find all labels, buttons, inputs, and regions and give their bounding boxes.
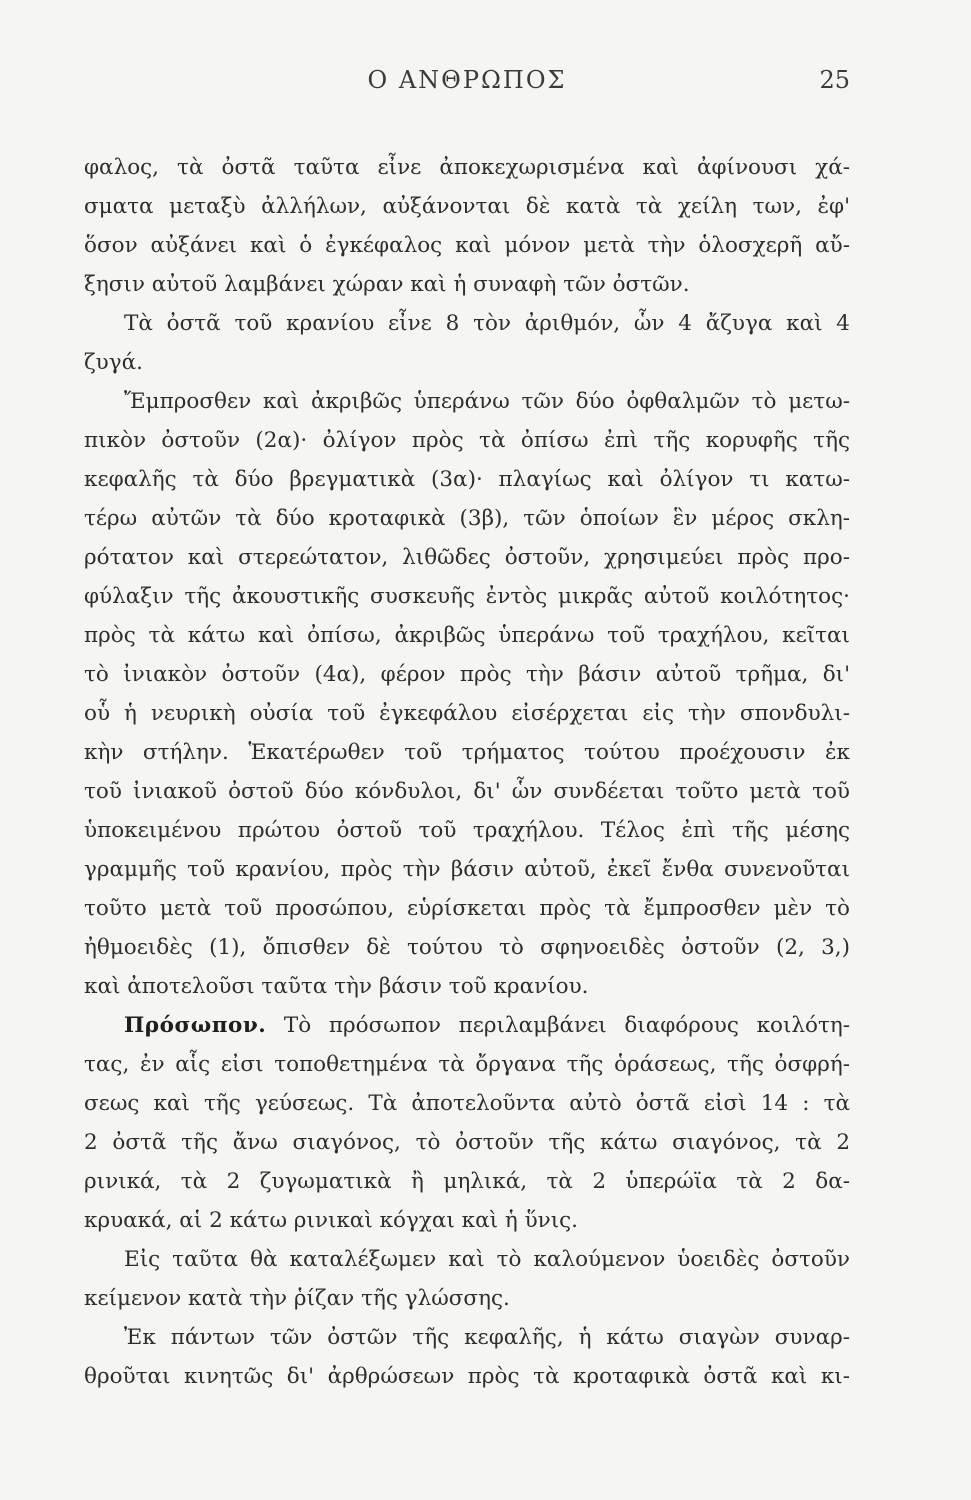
text-line bbox=[84, 1279, 850, 1318]
line-text: γραμμῆς τοῦ κρανίου, πρὸς τὴν βάσιν αὐτοῦ, ἐκεῖ ἔνθα συνενοῦται bbox=[84, 857, 850, 882]
text-line bbox=[84, 1084, 850, 1123]
text-line bbox=[84, 187, 850, 226]
line-text: φαλος, τὰ ὀστᾶ ταῦτα εἶνε ἀποκεχωρισμένα καὶ ἀφίνουσι χά- bbox=[84, 155, 850, 180]
text-line bbox=[84, 265, 850, 304]
running-head bbox=[84, 66, 850, 106]
text-line bbox=[84, 889, 850, 928]
line-text: κὴν στήλην. Ἑκατέρωθεν τοῦ τρήματος τούτου προέχουσιν ἐκ bbox=[84, 740, 850, 765]
line-text: τοῦ ἰνιακοῦ ὀστοῦ δύο κόνδυλοι, δι' ὧν συνδέεται τοῦτο μετὰ τοῦ bbox=[84, 779, 850, 804]
line-text: ρινικά, τὰ 2 ζυγωματικὰ ἢ μηλικά, τὰ 2 ὑπερώϊα τὰ 2 δα- bbox=[84, 1169, 850, 1194]
line-text: ὑποκειμένου πρώτου ὀστοῦ τοῦ τραχήλου. Τέλος ἐπὶ τῆς μέσης bbox=[84, 818, 850, 843]
text-line bbox=[84, 1318, 850, 1357]
text-line bbox=[84, 655, 850, 694]
line-text: ἠθμοειδὲς (1), ὄπισθεν δὲ τούτου τὸ σφηνοειδὲς ὀστοῦν (2, 3,) bbox=[84, 935, 850, 960]
line-text: τας, ἐν αἷς εἰσι τοποθετημένα τὰ ὄργανα τῆς ὁράσεως, τῆς ὀσφρή- bbox=[84, 1052, 850, 1077]
text-line bbox=[84, 148, 850, 187]
text-line bbox=[84, 967, 850, 1006]
line-text: καὶ ἀποτελοῦσι ταῦτα τὴν βάσιν τοῦ κρανίου. bbox=[84, 974, 589, 999]
line-text: πικὸν ὀστοῦν (2α)· ὀλίγον πρὸς τὰ ὀπίσω ἐπὶ τῆς κορυφῆς τῆς bbox=[84, 428, 850, 453]
line-text: τοῦτο μετὰ τοῦ προσώπου, εὑρίσκεται πρὸς τὰ ἔμπροσθεν μὲν τὸ bbox=[84, 896, 850, 921]
line-text: σεως καὶ τῆς γεύσεως. Τὰ ἀποτελοῦντα αὐτὸ ὀστᾶ εἰσὶ 14 : τὰ bbox=[84, 1091, 850, 1116]
line-text: Τὸ πρόσωπον περιλαμβάνει διαφόρους κοιλότη- bbox=[266, 1013, 850, 1038]
text-line bbox=[84, 1357, 850, 1396]
body-text bbox=[84, 148, 850, 1396]
text-line bbox=[84, 850, 850, 889]
line-text: κείμενον κατὰ τὴν ῥίζαν τῆς γλώσσης. bbox=[84, 1286, 510, 1311]
text-line bbox=[84, 538, 850, 577]
line-text: ξησιν αὐτοῦ λαμβάνει χώραν καὶ ἡ συναφὴ τῶν ὀστῶν. bbox=[84, 272, 690, 297]
text-line bbox=[84, 1240, 850, 1279]
text-line bbox=[84, 811, 850, 850]
line-text: σματα μεταξὺ ἀλλήλων, αὐξάνονται δὲ κατὰ τὰ χείλη των, ἐφ' bbox=[84, 194, 850, 219]
text-line bbox=[84, 1162, 850, 1201]
text-line bbox=[84, 226, 850, 265]
line-text: κρυακά, αἱ 2 κάτω ρινικαὶ κόγχαι καὶ ἡ ὕνις. bbox=[84, 1208, 579, 1233]
text-line bbox=[84, 772, 850, 811]
running-title: Ο ΑΝΘΡΩΠΟΣ bbox=[367, 66, 567, 94]
line-text: οὗ ἡ νευρικὴ οὐσία τοῦ ἐγκεφάλου εἰσέρχεται εἰς τὴν σπονδυλι- bbox=[84, 701, 850, 726]
line-text: τὸ ἰνιακὸν ὀστοῦν (4α), φέρον πρὸς τὴν βάσιν αὐτοῦ τρῆμα, δι' bbox=[84, 662, 850, 687]
text-line bbox=[84, 460, 850, 499]
text-line bbox=[84, 928, 850, 967]
text-line bbox=[84, 382, 850, 421]
text-line bbox=[84, 1123, 850, 1162]
line-text: κεφαλῆς τὰ δύο βρεγματικὰ (3α)· πλαγίως καὶ ὀλίγον τι κατω- bbox=[84, 467, 850, 492]
line-text: ὅσον αὐξάνει καὶ ὁ ἐγκέφαλος καὶ μόνον μετὰ τὴν ὁλοσχερῆ αὔ- bbox=[84, 233, 850, 258]
text-line bbox=[84, 343, 850, 382]
text-line bbox=[84, 304, 850, 343]
line-text: τέρω αὐτῶν τὰ δύο κροταφικὰ (3β), τῶν ὁποίων ἓν μέρος σκλη- bbox=[84, 506, 850, 531]
text-line bbox=[84, 1201, 850, 1240]
line-text: ζυγά. bbox=[84, 350, 143, 375]
line-text: 2 ὀστᾶ τῆς ἄνω σιαγόνος, τὸ ὀστοῦν τῆς κάτω σιαγόνος, τὰ 2 bbox=[84, 1130, 850, 1155]
text-line bbox=[84, 1045, 850, 1084]
line-text: φύλαξιν τῆς ἀκουστικῆς συσκευῆς ἐντὸς μικρᾶς αὐτοῦ κοιλότητος· bbox=[84, 584, 850, 609]
page-number: 25 bbox=[819, 66, 850, 94]
text-line bbox=[84, 616, 850, 655]
line-text: πρὸς τὰ κάτω καὶ ὀπίσω, ἀκριβῶς ὑπεράνω τοῦ τραχήλου, κεῖται bbox=[84, 623, 850, 648]
line-text: θροῦται κινητῶς δι' ἀρθρώσεων πρὸς τὰ κροταφικὰ ὀστᾶ καὶ κι- bbox=[84, 1364, 850, 1389]
line-text: Ἔμπροσθεν καὶ ἀκριβῶς ὑπεράνω τῶν δύο ὀφθαλμῶν τὸ μετω- bbox=[124, 389, 850, 414]
text-line bbox=[84, 499, 850, 538]
line-text: Τὰ ὀστᾶ τοῦ κρανίου εἶνε 8 τὸν ἀριθμόν, ὧν 4 ἄζυγα καὶ 4 bbox=[124, 311, 850, 336]
section-term: Πρόσωπον. bbox=[124, 1013, 267, 1038]
line-text: Εἰς ταῦτα θὰ καταλέξωμεν καὶ τὸ καλούμενον ὑοειδὲς ὀστοῦν bbox=[124, 1247, 850, 1272]
text-line bbox=[84, 694, 850, 733]
text-line bbox=[84, 1006, 850, 1045]
text-line bbox=[84, 577, 850, 616]
line-text: Ἐκ πάντων τῶν ὀστῶν τῆς κεφαλῆς, ἡ κάτω σιαγὼν συναρ- bbox=[124, 1325, 850, 1350]
text-line bbox=[84, 733, 850, 772]
line-text: ρότατον καὶ στερεώτατον, λιθῶδες ὀστοῦν, χρησιμεύει πρὸς προ- bbox=[84, 545, 850, 570]
text-line bbox=[84, 421, 850, 460]
